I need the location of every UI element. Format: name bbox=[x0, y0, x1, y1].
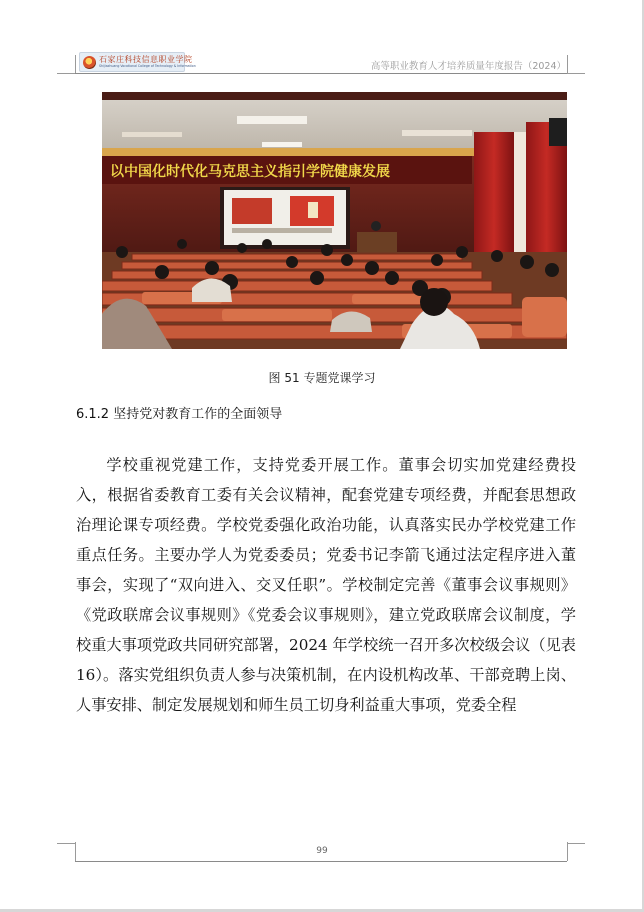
figure-caption: 图 51 专题党课学习 bbox=[268, 371, 376, 385]
lecture-hall-illustration bbox=[102, 92, 567, 349]
page-number: 99 bbox=[316, 846, 328, 856]
crop-mark-top-right-v bbox=[567, 55, 568, 73]
logo-name-en: Shijiazhuang Vocational College of Technology & Information bbox=[99, 63, 196, 68]
crop-mark-bottom-right-h bbox=[567, 843, 585, 844]
body-paragraph: 学校重视党建工作，支持党委开展工作。董事会切实加党建经费投入，根据省委教育工委有关会议精神，配套党建专项经费，并配套思想政治理论课专项经费。学校党委强化政治功能，认真落实民办学校党建工作重点任务。主要办学人为党委委员；党委书记李箭飞通过法定程序进入董事会，实现了“双向进入、交叉任职”。学校制定完善《董事会议事规则》《党政联席会议事规则》《党委会议事规则》，建立党政联席会议制度，学校重大事项党政共同研究部署，2024 年学校统一召开多次校级会议（见表 16）。落实党组织负责人参与决策机制，在内设机构改革、干部竞聘上岗、人事安排、制定发展规划和师生员工切身利益重大事项，党委全程 bbox=[76, 456, 576, 714]
footer-rule bbox=[75, 861, 567, 862]
crop-mark-top-left-h bbox=[57, 73, 75, 74]
header-rule bbox=[75, 73, 567, 74]
logo-text bbox=[99, 56, 196, 68]
crop-mark-top-left-v bbox=[75, 55, 76, 73]
crop-mark-top-right-h bbox=[567, 73, 585, 74]
logo-name-cn: 石家庄科技信息职业学院 bbox=[99, 54, 193, 64]
section-heading: 6.1.2 坚持党对教育工作的全面领导 bbox=[76, 407, 283, 422]
banner-text: 以中国化时代化马克思主义指引学院健康发展 bbox=[110, 164, 390, 180]
report-title: 高等职业教育人才培养质量年度报告（2024） bbox=[370, 61, 566, 72]
crop-mark-bottom-left-h bbox=[57, 843, 75, 844]
college-seal-icon bbox=[83, 56, 96, 69]
lecture-photo bbox=[102, 92, 567, 349]
college-logo bbox=[79, 52, 196, 72]
